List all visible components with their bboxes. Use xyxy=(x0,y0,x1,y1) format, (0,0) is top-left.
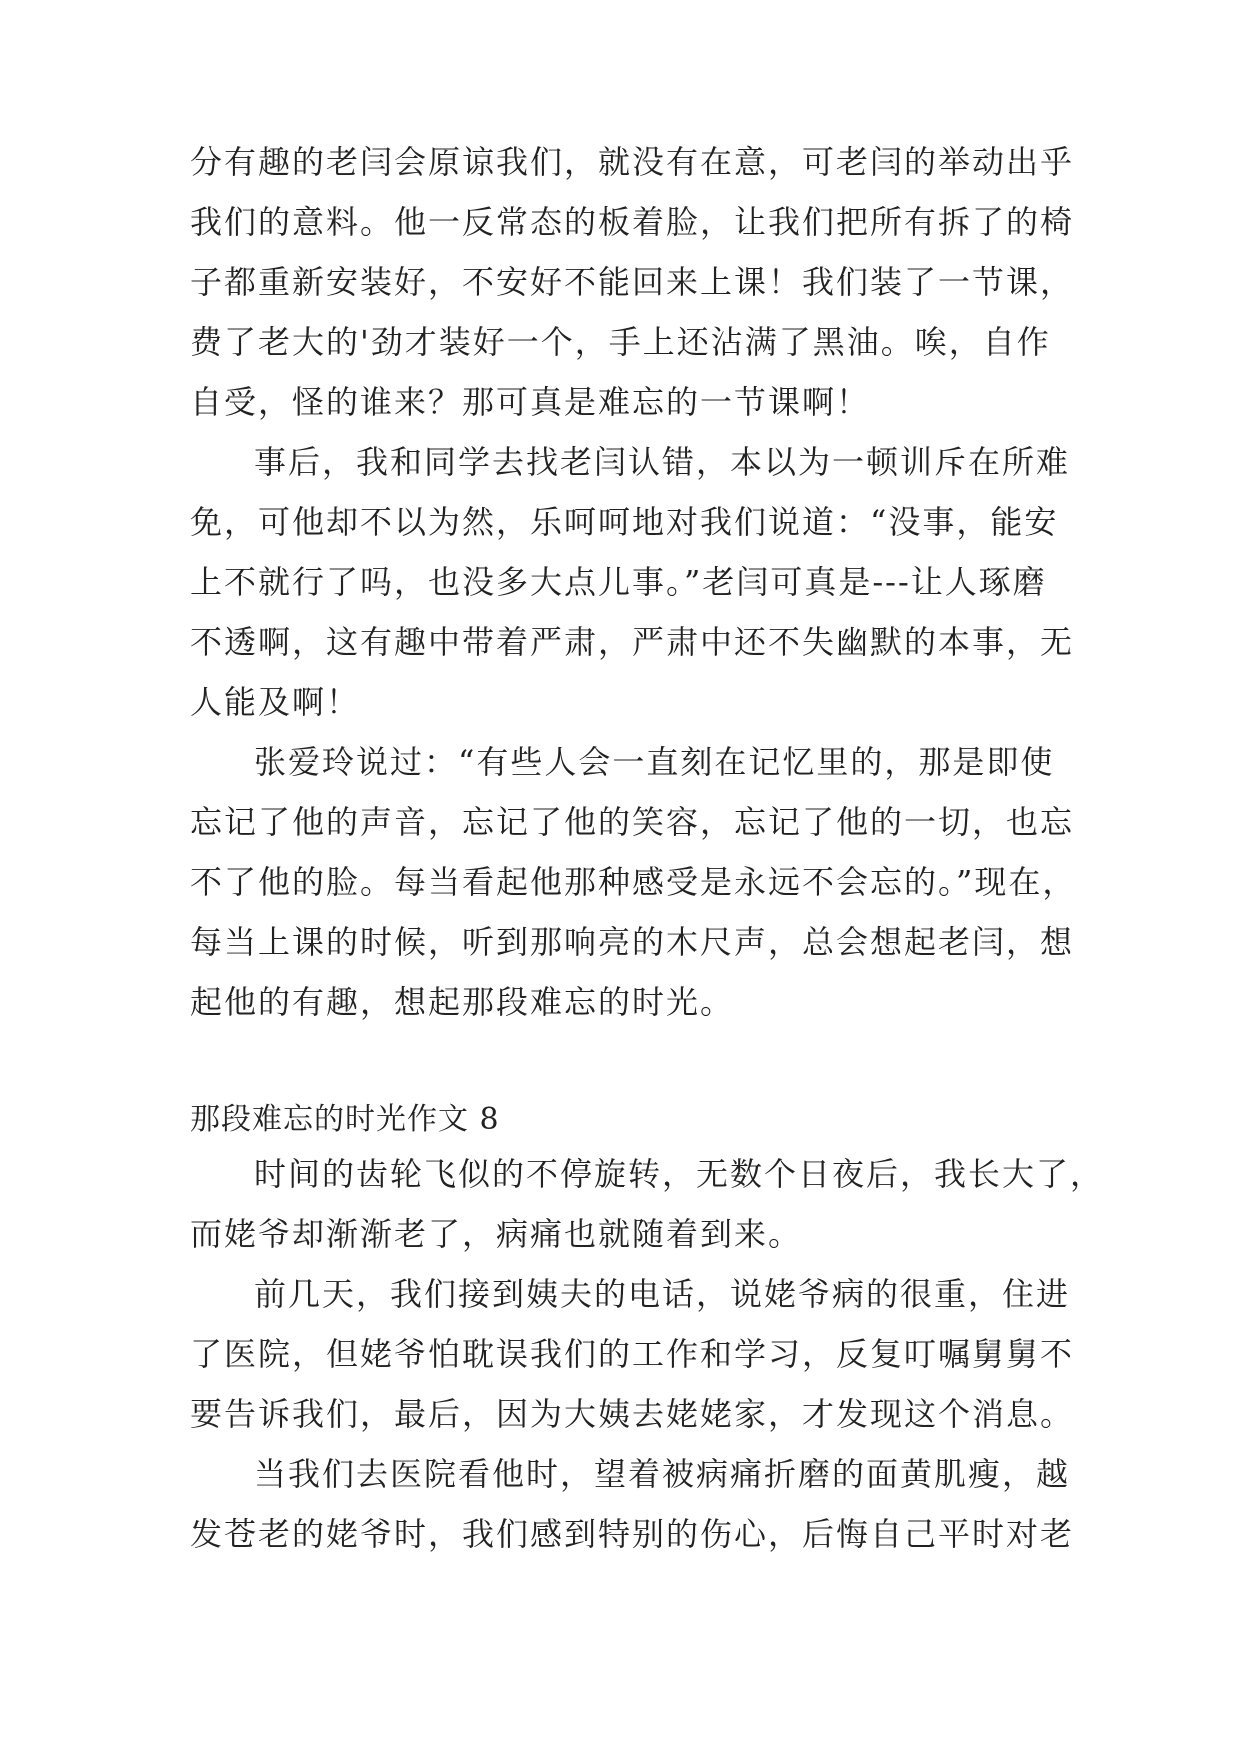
text-line: 要告诉我们，最后，因为大姨去姥姥家，才发现这个消息。 xyxy=(190,1395,1075,1433)
text-line: 费了老大的'劲才装好一个，手上还沾满了黑油。唉，自作 xyxy=(190,323,1051,361)
text-line: 人能及啊！ xyxy=(190,683,361,721)
text-line: 忘记了他的声音，忘记了他的笑容，忘记了他的一切，也忘 xyxy=(190,803,1075,841)
paragraph-first-line: 张爱玲说过：“有些人会一直刻在记忆里的，那是即使 xyxy=(254,743,1055,781)
text-line: 不透啊，这有趣中带着严肃，严肃中还不失幽默的本事，无 xyxy=(190,623,1075,661)
text-line: 了医院，但姥爷怕耽误我们的工作和学习，反复叮嘱舅舅不 xyxy=(190,1335,1075,1373)
text-line: 每当上课的时候，听到那响亮的木尺声，总会想起老闫，想 xyxy=(190,923,1075,961)
text-line: 子都重新安装好，不安好不能回来上课！我们装了一节课， xyxy=(190,263,1075,301)
text-line: 发苍老的姥爷时，我们感到特别的伤心，后悔自己平时对老 xyxy=(190,1515,1075,1553)
text-line: 我们的意料。他一反常态的板着脸，让我们把所有拆了的椅 xyxy=(190,203,1075,241)
text-line: 而姥爷却渐渐老了，病痛也就随着到来。 xyxy=(190,1215,803,1253)
section-heading: 那段难忘的时光作文 8 xyxy=(190,1102,500,1137)
text-line: 免，可他却不以为然，乐呵呵地对我们说道：“没事，能安 xyxy=(190,503,1059,541)
text-line: 起他的有趣，想起那段难忘的时光。 xyxy=(190,983,735,1021)
paragraph-first-line: 前几天，我们接到姨夫的电话，说姥爷病的很重，住进 xyxy=(254,1275,1071,1313)
text-line: 不了他的脸。每当看起他那种感受是永远不会忘的。”现在， xyxy=(190,863,1077,901)
paragraph-first-line: 时间的齿轮飞似的不停旋转，无数个日夜后，我长大了， xyxy=(254,1155,1105,1193)
paragraph-first-line: 当我们去医院看他时，望着被病痛折磨的面黄肌瘦，越 xyxy=(254,1455,1071,1493)
text-line: 分有趣的老闫会原谅我们，就没有在意，可老闫的举动出乎 xyxy=(190,143,1075,181)
text-line: 上不就行了吗，也没多大点儿事。”老闫可真是---让人琢磨 xyxy=(190,563,1047,601)
text-line: 自受，怪的谁来？那可真是难忘的一节课啊！ xyxy=(190,383,871,421)
paragraph-first-line: 事后，我和同学去找老闫认错，本以为一顿训斥在所难 xyxy=(254,443,1071,481)
